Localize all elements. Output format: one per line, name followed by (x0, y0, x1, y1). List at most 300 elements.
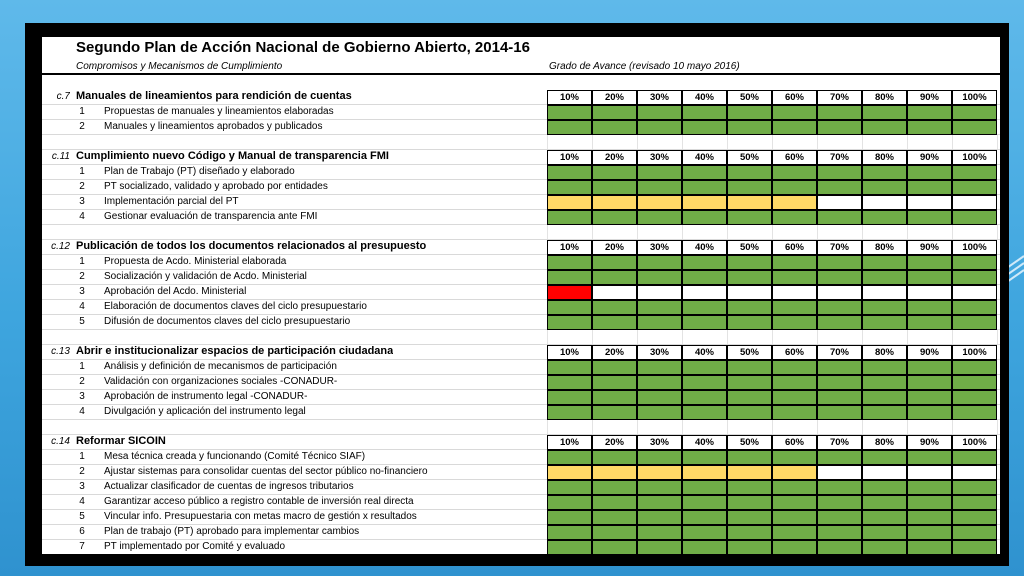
progress-cell (907, 495, 952, 510)
percent-header-cell: 70% (817, 435, 862, 450)
progress-cell (592, 375, 637, 390)
percent-header-cell: 10% (547, 90, 592, 105)
progress-cell (817, 465, 862, 480)
percent-header-cell: 50% (727, 435, 772, 450)
progress-cell (547, 525, 592, 540)
progress-cell (682, 210, 727, 225)
progress-cell (682, 360, 727, 375)
table-row (42, 360, 1000, 375)
progress-cell (592, 390, 637, 405)
progress-cell (592, 210, 637, 225)
progress-cell (817, 360, 862, 375)
item-number: 2 (79, 181, 85, 192)
item-number: 5 (79, 511, 85, 522)
progress-cell (952, 390, 997, 405)
percent-header-cell: 60% (772, 240, 817, 255)
progress-cell (637, 180, 682, 195)
item-label: Propuestas de manuales y lineamientos elaboradas (104, 106, 334, 117)
table-row (42, 495, 1000, 510)
progress-cell (682, 510, 727, 525)
progress-cell (592, 300, 637, 315)
progress-cell (907, 540, 952, 554)
table-row (42, 390, 1000, 405)
progress-cell (907, 195, 952, 210)
item-number: 3 (79, 286, 85, 297)
progress-cell (547, 165, 592, 180)
progress-cell (817, 120, 862, 135)
progress-cell (547, 390, 592, 405)
progress-cell (907, 315, 952, 330)
percent-header-cell: 80% (862, 345, 907, 360)
item-label: PT implementado por Comité y evaluado (104, 541, 286, 552)
progress-cell (547, 375, 592, 390)
progress-cell (637, 195, 682, 210)
item-number: 4 (79, 301, 85, 312)
progress-cell (907, 375, 952, 390)
item-number: 7 (79, 541, 85, 552)
progress-cell (772, 510, 817, 525)
progress-cell (637, 375, 682, 390)
item-label: Aprobación del Acdo. Ministerial (104, 286, 247, 297)
progress-cell (817, 540, 862, 554)
progress-cell (637, 300, 682, 315)
progress-cell (862, 270, 907, 285)
percent-header-cell: 40% (682, 345, 727, 360)
progress-cell (637, 465, 682, 480)
progress-cell (817, 105, 862, 120)
percent-header-cell: 90% (907, 435, 952, 450)
progress-cell (592, 255, 637, 270)
progress-cell (637, 405, 682, 420)
progress-cell (907, 285, 952, 300)
progress-cell (592, 165, 637, 180)
progress-cell (952, 465, 997, 480)
progress-cell (817, 195, 862, 210)
progress-cell (772, 450, 817, 465)
table-row (42, 180, 1000, 195)
table-row (42, 195, 1000, 210)
percent-header-cell: 60% (772, 435, 817, 450)
progress-cell (862, 360, 907, 375)
page-title: Segundo Plan de Acción Nacional de Gobierno Abierto, 2014-16 (76, 39, 530, 56)
item-number: 5 (79, 316, 85, 327)
item-number: 2 (79, 376, 85, 387)
progress-cell (547, 120, 592, 135)
progress-cell (592, 510, 637, 525)
progress-cell (547, 105, 592, 120)
progress-cell (817, 270, 862, 285)
progress-cell (682, 285, 727, 300)
progress-cell (772, 300, 817, 315)
progress-cell (727, 390, 772, 405)
section-title: Abrir e institucionalizar espacios de participación ciudadana (76, 345, 394, 357)
progress-cell (862, 540, 907, 554)
progress-cell (637, 315, 682, 330)
progress-cell (772, 120, 817, 135)
progress-cell (547, 255, 592, 270)
progress-cell (862, 405, 907, 420)
progress-cell (592, 525, 637, 540)
progress-cell (637, 105, 682, 120)
progress-cell (907, 480, 952, 495)
progress-cell (682, 450, 727, 465)
progress-cell (772, 480, 817, 495)
percent-header-cell: 60% (772, 90, 817, 105)
progress-cell (547, 210, 592, 225)
table-row (42, 285, 1000, 300)
progress-cell (817, 180, 862, 195)
progress-cell (592, 120, 637, 135)
progress-cell (772, 390, 817, 405)
progress-cell (592, 105, 637, 120)
percent-header-cell: 90% (907, 150, 952, 165)
percent-header-cell: 50% (727, 345, 772, 360)
table-row (42, 165, 1000, 180)
progress-cell (862, 480, 907, 495)
percent-header-cell: 40% (682, 240, 727, 255)
progress-cell (682, 180, 727, 195)
progress-cell (727, 180, 772, 195)
item-label: Aprobación de instrumento legal -CONADUR- (104, 391, 308, 402)
progress-cell (862, 390, 907, 405)
progress-cell (772, 270, 817, 285)
item-number: 2 (79, 121, 85, 132)
progress-cell (952, 300, 997, 315)
progress-cell (862, 525, 907, 540)
percent-header-cell: 80% (862, 90, 907, 105)
table-row (42, 510, 1000, 525)
progress-cell (862, 465, 907, 480)
progress-cell (772, 495, 817, 510)
progress-cell (727, 300, 772, 315)
progress-cell (682, 465, 727, 480)
percent-header-cell: 20% (592, 90, 637, 105)
progress-cell (547, 180, 592, 195)
progress-cell (727, 165, 772, 180)
table-row (42, 270, 1000, 285)
percent-header-cell: 100% (952, 90, 997, 105)
percent-header-cell: 50% (727, 150, 772, 165)
progress-cell (907, 165, 952, 180)
progress-cell (862, 285, 907, 300)
table-row (42, 375, 1000, 390)
progress-cell (907, 255, 952, 270)
progress-cell (592, 315, 637, 330)
progress-cell (772, 180, 817, 195)
spreadsheet-table (42, 37, 1000, 554)
progress-cell (952, 255, 997, 270)
section-code: c.14 (51, 436, 70, 447)
section-code: c.12 (51, 241, 70, 252)
progress-cell (637, 360, 682, 375)
spacer-row (42, 330, 1000, 345)
progress-cell (637, 255, 682, 270)
progress-cell (637, 480, 682, 495)
progress-cell (862, 165, 907, 180)
item-label: PT socializado, validado y aprobado por entidades (104, 181, 328, 192)
percent-header-cell: 10% (547, 150, 592, 165)
progress-cell (862, 210, 907, 225)
progress-cell (907, 525, 952, 540)
percent-header-cell: 100% (952, 150, 997, 165)
percent-header-cell: 30% (637, 240, 682, 255)
item-label: Socialización y validación de Acdo. Ministerial (104, 271, 307, 282)
progress-cell (772, 195, 817, 210)
percent-header-cell: 30% (637, 435, 682, 450)
progress-cell (817, 255, 862, 270)
item-number: 1 (79, 106, 85, 117)
progress-cell (682, 495, 727, 510)
percent-header-cell: 70% (817, 150, 862, 165)
percent-header-cell: 40% (682, 435, 727, 450)
progress-cell (817, 510, 862, 525)
progress-cell (727, 540, 772, 554)
progress-cell (772, 210, 817, 225)
progress-cell (637, 270, 682, 285)
item-number: 2 (79, 466, 85, 477)
percent-header-cell: 90% (907, 90, 952, 105)
progress-cell (682, 540, 727, 554)
progress-cell (772, 375, 817, 390)
progress-cell (907, 105, 952, 120)
progress-cell (637, 285, 682, 300)
item-number: 4 (79, 496, 85, 507)
percent-header-cell: 30% (637, 345, 682, 360)
progress-cell (772, 165, 817, 180)
progress-cell (817, 525, 862, 540)
progress-cell (592, 180, 637, 195)
table-row (42, 120, 1000, 135)
progress-cell (682, 270, 727, 285)
progress-cell (952, 405, 997, 420)
progress-cell (907, 450, 952, 465)
progress-cell (592, 495, 637, 510)
progress-cell (637, 165, 682, 180)
progress-cell (727, 210, 772, 225)
item-number: 2 (79, 271, 85, 282)
progress-cell (817, 165, 862, 180)
progress-cell (547, 510, 592, 525)
progress-cell (952, 165, 997, 180)
progress-cell (952, 105, 997, 120)
progress-cell (907, 300, 952, 315)
progress-cell (682, 405, 727, 420)
progress-cell (952, 375, 997, 390)
progress-cell (592, 360, 637, 375)
section-header-row (42, 90, 1000, 105)
item-label: Vincular info. Presupuestaria con metas macro de gestión x resultados (104, 511, 417, 522)
item-label: Difusión de documentos claves del ciclo presupuestario (104, 316, 351, 327)
item-label: Análisis y definición de mecanismos de participación (104, 361, 337, 372)
progress-cell (772, 465, 817, 480)
progress-cell (952, 480, 997, 495)
section-title: Manuales de lineamientos para rendición de cuentas (76, 90, 352, 102)
progress-cell (727, 255, 772, 270)
item-number: 3 (79, 481, 85, 492)
progress-cell (592, 270, 637, 285)
item-label: Divulgación y aplicación del instrumento legal (104, 406, 306, 417)
progress-cell (637, 210, 682, 225)
progress-cell (862, 195, 907, 210)
progress-cell (637, 525, 682, 540)
percent-header-cell: 70% (817, 240, 862, 255)
progress-cell (727, 375, 772, 390)
percent-header-cell: 20% (592, 345, 637, 360)
percent-header-cell: 80% (862, 435, 907, 450)
item-label: Actualizar clasificador de cuentas de ingresos tributarios (104, 481, 354, 492)
progress-cell (682, 375, 727, 390)
percent-header-cell: 10% (547, 345, 592, 360)
percent-header-cell: 30% (637, 150, 682, 165)
progress-cell (817, 495, 862, 510)
item-number: 1 (79, 451, 85, 462)
item-number: 3 (79, 391, 85, 402)
progress-cell (862, 375, 907, 390)
progress-cell (952, 495, 997, 510)
percent-header-cell: 80% (862, 150, 907, 165)
progress-cell (817, 315, 862, 330)
section-title: Cumplimiento nuevo Código y Manual de transparencia FMI (76, 150, 389, 162)
header-divider (42, 73, 1000, 75)
section-header-row (42, 150, 1000, 165)
percent-header-cell: 60% (772, 150, 817, 165)
progress-cell (727, 195, 772, 210)
progress-cell (907, 270, 952, 285)
progress-cell (862, 450, 907, 465)
item-number: 4 (79, 211, 85, 222)
progress-cell (862, 495, 907, 510)
progress-cell (727, 360, 772, 375)
progress-cell (547, 405, 592, 420)
item-label: Gestionar evaluación de transparencia ante FMI (104, 211, 318, 222)
item-number: 1 (79, 361, 85, 372)
item-number: 1 (79, 256, 85, 267)
item-label: Ajustar sistemas para consolidar cuentas del sector público no-financiero (104, 466, 428, 477)
progress-cell (772, 525, 817, 540)
section-header-row (42, 240, 1000, 255)
progress-cell (952, 210, 997, 225)
section-header-row (42, 345, 1000, 360)
progress-cell (772, 255, 817, 270)
progress-cell (592, 405, 637, 420)
progress-cell (592, 450, 637, 465)
progress-cell (547, 285, 592, 300)
progress-cell (952, 180, 997, 195)
progress-cell (907, 465, 952, 480)
progress-cell (727, 405, 772, 420)
progress-cell (862, 180, 907, 195)
progress-cell (862, 315, 907, 330)
progress-cell (862, 120, 907, 135)
progress-cell (727, 510, 772, 525)
percent-header-cell: 100% (952, 345, 997, 360)
progress-cell (907, 210, 952, 225)
progress-cell (727, 105, 772, 120)
progress-cell (952, 360, 997, 375)
progress-cell (547, 480, 592, 495)
progress-cell (682, 300, 727, 315)
progress-cell (547, 495, 592, 510)
table-row (42, 315, 1000, 330)
progress-cell (817, 285, 862, 300)
percent-header-cell: 90% (907, 345, 952, 360)
progress-cell (907, 390, 952, 405)
progress-cell (952, 270, 997, 285)
item-label: Propuesta de Acdo. Ministerial elaborada (104, 256, 287, 267)
progress-cell (637, 390, 682, 405)
progress-cell (862, 510, 907, 525)
item-label: Garantizar acceso público a registro contable de inversión real directa (104, 496, 414, 507)
progress-cell (682, 105, 727, 120)
table-row (42, 210, 1000, 225)
spacer-row (42, 135, 1000, 150)
percent-header-cell: 30% (637, 90, 682, 105)
section-header-row (42, 435, 1000, 450)
progress-cell (817, 210, 862, 225)
progress-cell (637, 495, 682, 510)
progress-cell (952, 315, 997, 330)
table-row (42, 540, 1000, 554)
percent-header-cell: 70% (817, 90, 862, 105)
progress-cell (727, 285, 772, 300)
percent-header-cell: 60% (772, 345, 817, 360)
progress-cell (817, 450, 862, 465)
spacer-row (42, 420, 1000, 435)
percent-header-cell: 100% (952, 435, 997, 450)
table-row (42, 105, 1000, 120)
progress-cell (772, 540, 817, 554)
item-number: 6 (79, 526, 85, 537)
item-label: Manuales y lineamientos aprobados y publicados (104, 121, 323, 132)
item-number: 3 (79, 196, 85, 207)
progress-cell (727, 270, 772, 285)
progress-cell (592, 540, 637, 554)
progress-cell (772, 360, 817, 375)
progress-cell (817, 300, 862, 315)
progress-cell (817, 375, 862, 390)
percent-header-cell: 10% (547, 435, 592, 450)
section-title: Publicación de todos los documentos relacionados al presupuesto (76, 240, 427, 252)
progress-cell (862, 255, 907, 270)
progress-cell (547, 360, 592, 375)
table-row (42, 300, 1000, 315)
progress-cell (592, 285, 637, 300)
progress-cell (952, 450, 997, 465)
progress-cell (682, 195, 727, 210)
percent-header-cell: 40% (682, 150, 727, 165)
progress-cell (592, 465, 637, 480)
progress-cell (862, 300, 907, 315)
progress-cell (547, 315, 592, 330)
progress-cell (592, 480, 637, 495)
progress-cell (727, 495, 772, 510)
progress-cell (952, 195, 997, 210)
progress-cell (547, 540, 592, 554)
spacer-row (42, 225, 1000, 240)
progress-cell (637, 540, 682, 554)
item-number: 1 (79, 166, 85, 177)
progress-cell (952, 510, 997, 525)
progress-cell (637, 510, 682, 525)
progress-cell (772, 315, 817, 330)
section-code: c.11 (51, 151, 70, 162)
item-number: 4 (79, 406, 85, 417)
percent-header-cell: 20% (592, 240, 637, 255)
progress-cell (952, 120, 997, 135)
progress-cell (772, 105, 817, 120)
progress-cell (772, 405, 817, 420)
progress-cell (547, 450, 592, 465)
